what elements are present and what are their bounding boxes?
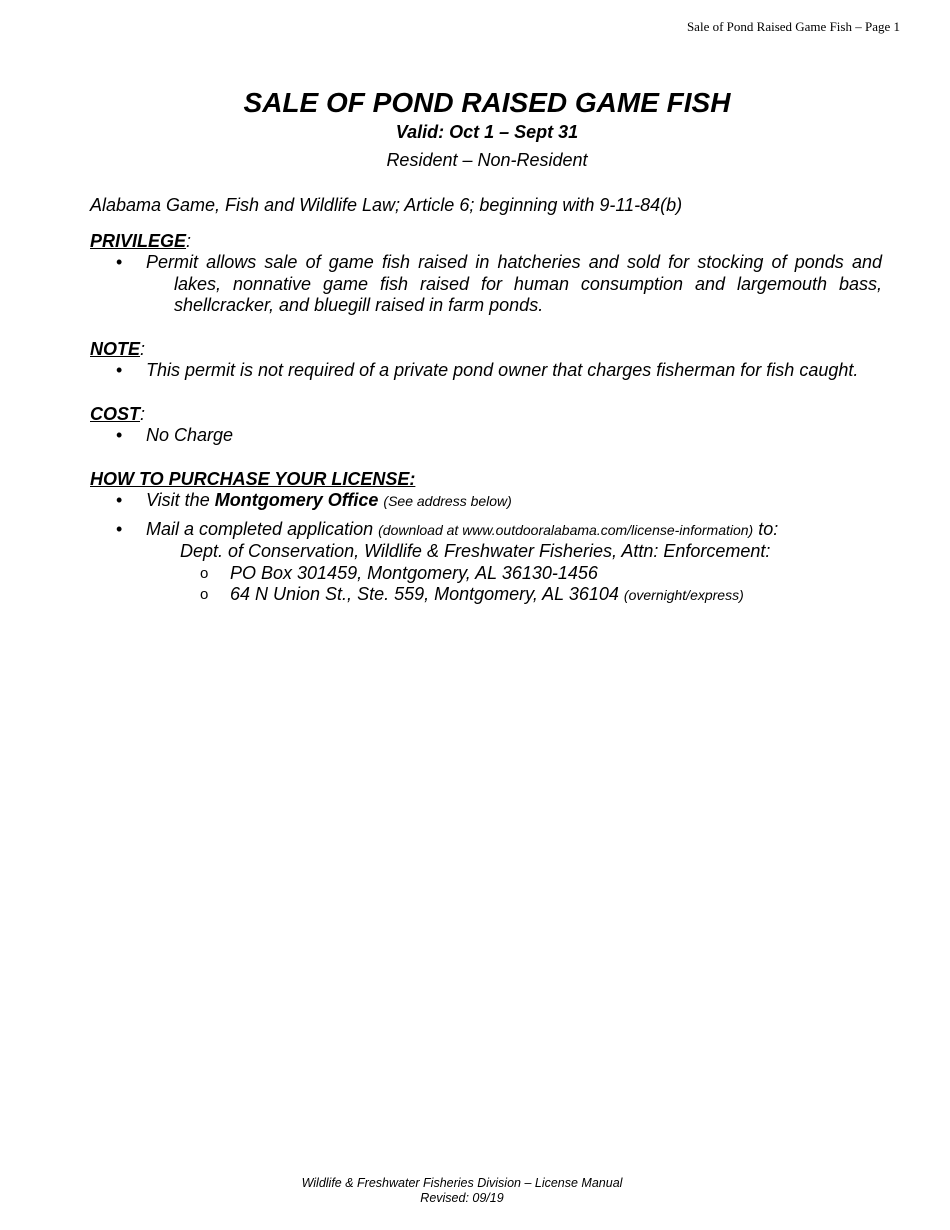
montgomery-office: Montgomery Office	[214, 490, 379, 510]
footer-revised: Revised: 09/19	[420, 1190, 504, 1205]
purchase-heading	[90, 469, 882, 491]
footer-division: Wildlife & Freshwater Fisheries Division – License Manual	[301, 1176, 623, 1190]
address-item	[90, 584, 882, 607]
visit-prefix: Visit the	[146, 490, 215, 510]
note-item-text: This permit is not required of a private pond owner that charges fisherman for fish caught.	[146, 360, 859, 380]
note-heading-text: NOTE	[90, 338, 141, 359]
mail-application-item	[90, 519, 882, 542]
purchase-heading-text: HOW TO PURCHASE YOUR LICENSE:	[90, 468, 416, 489]
page-header: Sale of Pond Raised Game Fish – Page 1	[686, 19, 900, 34]
privilege-heading-text: PRIVILEGE	[90, 230, 187, 251]
cost-item-text: No Charge	[146, 425, 234, 445]
address-list	[90, 563, 882, 607]
document-title: SALE OF POND RAISED GAME FISH	[243, 87, 731, 118]
purchase-list	[90, 490, 882, 541]
cost-item	[90, 425, 882, 447]
cost-heading	[90, 404, 882, 426]
privilege-list	[90, 252, 882, 317]
visit-office-item	[90, 490, 882, 513]
spacer	[90, 317, 882, 339]
spacer	[90, 382, 882, 404]
note-heading-colon: :	[140, 338, 146, 359]
circle-bullet-icon: o	[200, 586, 209, 603]
address-text: 64 N Union St., Ste. 559, Montgomery, AL 36104	[230, 584, 619, 604]
cost-list	[90, 425, 882, 447]
note-item	[90, 360, 882, 382]
bullet-icon: •	[116, 252, 123, 272]
title-block	[0, 86, 950, 172]
cost-heading-text: COST	[90, 403, 141, 424]
bullet-icon: •	[116, 490, 123, 510]
privilege-item	[90, 252, 882, 317]
bullet-icon: •	[116, 360, 123, 380]
note-list	[90, 360, 882, 382]
circle-bullet-icon: o	[200, 564, 209, 582]
address-item	[90, 563, 882, 585]
document-body	[90, 195, 882, 607]
law-reference: Alabama Game, Fish and Wildlife Law; Article 6; beginning with 9-11-84(b)	[90, 195, 683, 215]
residency-type: Resident – Non-Resident	[386, 150, 588, 170]
page-footer	[0, 1176, 924, 1205]
bullet-icon: •	[116, 518, 123, 539]
department-line: Dept. of Conservation, Wildlife & Freshwater Fisheries, Attn: Enforcement:	[180, 541, 771, 561]
privilege-heading	[90, 231, 882, 253]
mail-suffix: to:	[753, 518, 779, 539]
address-note: (overnight/express)	[623, 587, 744, 603]
privilege-heading-colon: :	[186, 230, 192, 251]
privilege-item-text: Permit allows sale of game fish raised in hatcheries and sold for stocking of ponds and lakes, nonnative game fish raised for human consumption and largemouth bass, shellcracker, and bluegill raised in farm ponds.	[146, 252, 882, 315]
mail-prefix: Mail a completed application	[146, 518, 379, 539]
validity-dates: Valid: Oct 1 – Sept 31	[395, 122, 579, 142]
spacer	[90, 447, 882, 469]
note-heading	[90, 339, 882, 361]
bullet-icon: •	[116, 425, 123, 445]
address-text: PO Box 301459, Montgomery, AL 36130-1456	[230, 562, 598, 583]
cost-heading-colon: :	[140, 403, 146, 424]
visit-note: (See address below)	[383, 493, 512, 509]
download-note: (download at www.outdooralabama.com/license-information)	[378, 521, 754, 538]
